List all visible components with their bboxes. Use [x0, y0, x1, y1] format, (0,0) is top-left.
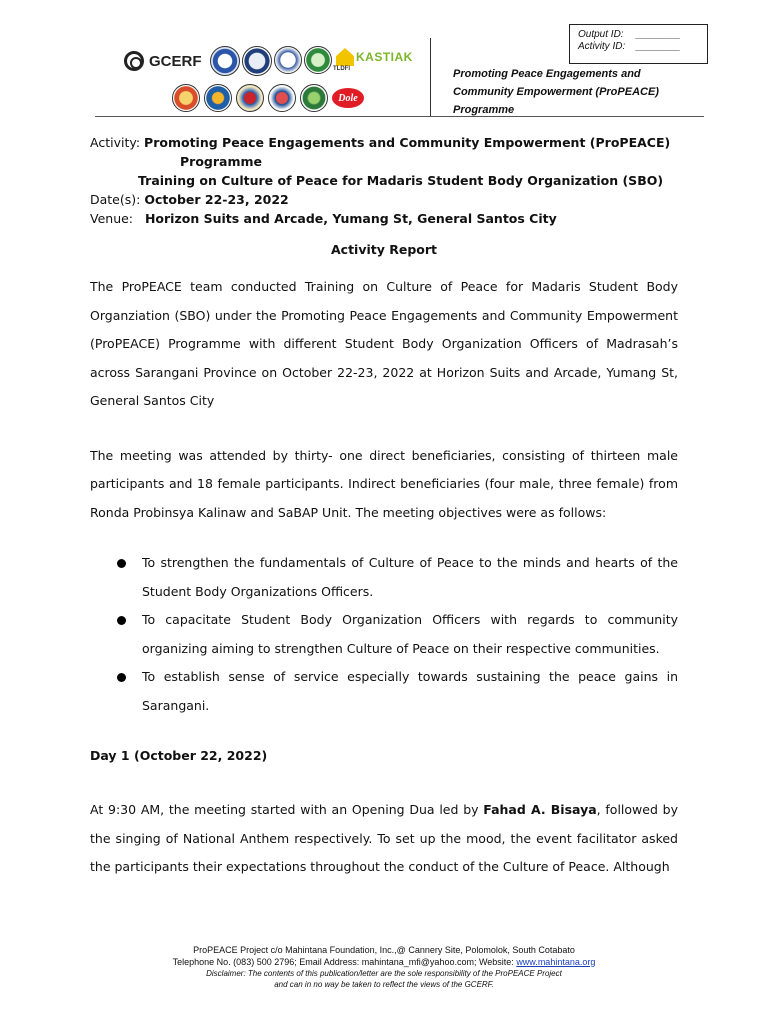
dole-logo-text: Dole [338, 92, 358, 104]
activity-line [90, 133, 678, 152]
objective-text: To establish sense of service especially towards sustaining the peace gains in Sarangani. [142, 669, 678, 713]
activity-id-row [578, 41, 707, 53]
footer-contact [110, 957, 658, 969]
dilg-seal-icon [172, 84, 200, 112]
seal-7-icon [236, 84, 264, 112]
day1-paragraph [90, 796, 678, 882]
footer-address: ProPEACE Project c/o Mahintana Foundation, Inc.,@ Cannery Site, Polomolok, South Cotabato [193, 945, 575, 955]
day1-name: Fahad A. Bisaya [483, 802, 597, 817]
output-id-value: ________ [636, 29, 681, 40]
list-item [90, 549, 678, 606]
list-item [90, 606, 678, 663]
report-title: Activity Report [330, 242, 438, 257]
venue-label: Venue: [90, 211, 134, 226]
objective-text: To strengthen the fundamentals of Culture of Peace to the minds and hearts of the Student Body Organizations Officers. [142, 555, 678, 599]
page-footer [110, 945, 658, 990]
bullet-icon [117, 673, 126, 682]
kastiak-logo-text: KASTIAK [356, 50, 413, 64]
seal-9-icon [300, 84, 328, 112]
seal-2-icon [242, 46, 272, 76]
day1-text-post: , followed by the singing of National Anthem respectively. To set up the mood, the event facilitator asked the participants their expectations throughout the conduct of the Culture of Peace. Although [90, 802, 678, 874]
bullet-icon [117, 559, 126, 568]
programme-title: Promoting Peace Engagements and Community Empowerment (ProPEACE) Programme [453, 68, 659, 116]
intro-paragraph: The ProPEACE team conducted Training on Culture of Peace for Madaris Student Body Organziation (SBO) under the Promoting Peace Engagements and Community Empowerment (ProPEACE) Programme with different Student Body Organization Officers of Madrasah’s across Sarangani Province on October 22-23, 2022 at Horizon Suits and Arcade, Yumang St, General Santos City [90, 279, 678, 408]
dates-line [90, 190, 678, 209]
seal-8-icon [268, 84, 296, 112]
seal-3-icon [274, 46, 302, 74]
footer-disclaimer-1: Disclaimer: The contents of this publication/letter are the sole responsibility of the ProPEACE Project [206, 969, 562, 978]
venue-value: Horizon Suits and Arcade, Yumang St, General Santos City [144, 211, 557, 226]
activity-id-value: ________ [636, 41, 681, 52]
footer-contact-text: Telephone No. (083) 500 2796; Email Address: mahintana_mfi@yahoo.com; Website: [172, 956, 517, 967]
website-link[interactable]: www.mahintana.org [516, 956, 596, 967]
dates-label: Date(s): [90, 192, 141, 207]
output-id-label: Output ID: [578, 29, 624, 40]
training-title-line [90, 171, 678, 190]
objective-text: To capacitate Student Body Organization Officers with regards to community organizing aiming to strengthen Culture of Peace on their respective communities. [142, 612, 678, 656]
activity-line-cont [90, 152, 678, 171]
header-vertical-divider [430, 38, 431, 116]
output-id-row [578, 29, 707, 41]
attendance-paragraph: The meeting was attended by thirty- one direct beneficiaries, consisting of thirteen male participants and 18 female participants. Indirect beneficiaries (four male, three female) from Ronda Probinsya Kalinaw and SaBAP Unit. The meeting objectives were as follows: [90, 447, 678, 520]
day1-heading: Day 1 (October 22, 2022) [90, 748, 268, 763]
report-body [90, 133, 678, 882]
tldfi-house-icon [336, 48, 354, 66]
id-box [569, 24, 708, 64]
footer-disclaimer-2: and can in no way be taken to reflect the views of the GCERF. [274, 980, 494, 989]
activity-label: Activity: [90, 135, 141, 150]
seal-6-icon [204, 84, 232, 112]
partner-logos [124, 44, 413, 114]
day1-text-pre: At 9:30 AM, the meeting started with an Opening Dua led by [90, 802, 484, 817]
dates-value: October 22-23, 2022 [144, 192, 289, 207]
seal-4-icon [304, 46, 332, 74]
gcerf-mark-icon [124, 51, 144, 71]
objectives-list [90, 549, 678, 720]
dole-logo [332, 88, 364, 108]
activity-value: Promoting Peace Engagements and Community Empowerment (ProPEACE) [144, 135, 671, 150]
activity-value-cont: Programme [180, 154, 262, 169]
seal-1-icon [210, 46, 240, 76]
gcerf-logo-text: GCERF [149, 52, 202, 70]
activity-id-label: Activity ID: [578, 41, 626, 52]
bullet-icon [117, 616, 126, 625]
gcerf-logo [124, 48, 206, 74]
tldfi-text: TLDFI [333, 66, 350, 72]
venue-line [90, 209, 678, 228]
list-item [90, 663, 678, 720]
training-title: Training on Culture of Peace for Madaris Student Body Organization (SBO) [138, 173, 664, 188]
